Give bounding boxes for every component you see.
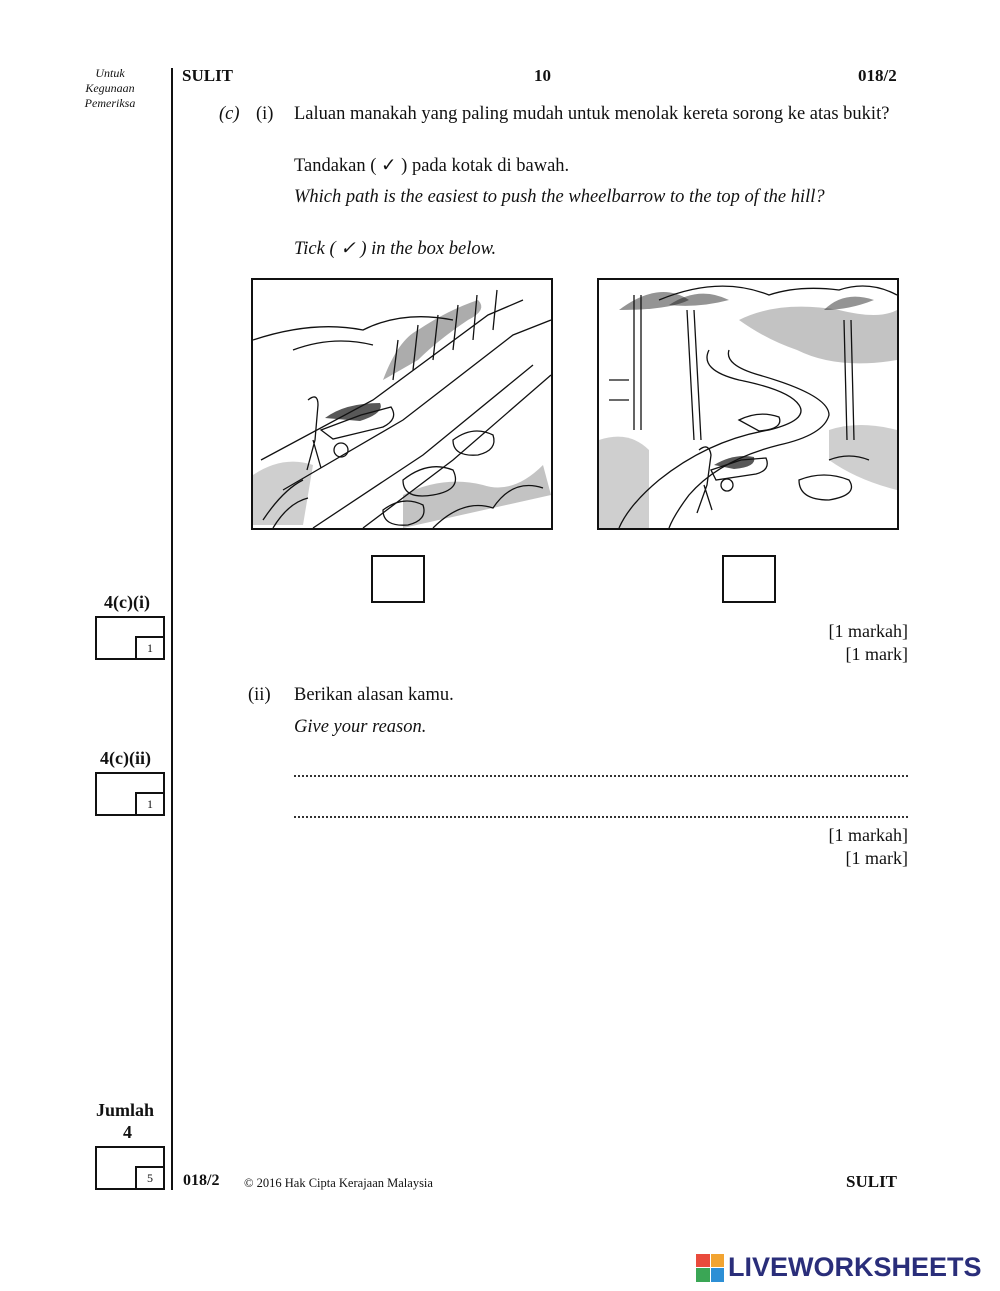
winding-path-illustration xyxy=(599,280,897,528)
part-i-question-english: Which path is the easiest to push the wheelbarrow to the top of the hill? xyxy=(294,187,825,207)
question-c-label: (c) xyxy=(219,104,240,124)
liveworksheets-text: LIVEWORKSHEETS xyxy=(728,1252,982,1282)
total-label: Jumlah xyxy=(96,1100,155,1120)
question-ref-c-ii: 4(c)(ii) xyxy=(100,748,151,768)
total-max-mark: 5 xyxy=(135,1166,165,1190)
answer-line-1[interactable] xyxy=(294,773,908,777)
examiner-mark-box-c-ii xyxy=(95,772,165,816)
part-i-label: (i) xyxy=(256,104,274,124)
part-i-marks-malay: [1 markah] xyxy=(828,621,908,641)
total-value: 4 xyxy=(123,1122,132,1142)
header-sulit: SULIT xyxy=(182,66,234,85)
page-number: 10 xyxy=(534,66,551,85)
part-ii-marks xyxy=(700,824,908,870)
part-i-instruction-english: Tick ( ✓ ) in the box below. xyxy=(294,239,497,259)
steep-path-illustration xyxy=(253,280,551,528)
tick-box-winding-path[interactable] xyxy=(722,555,776,603)
examiner-label-line-3: Pemeriksa xyxy=(84,96,136,110)
max-mark-c-ii: 1 xyxy=(135,792,165,816)
max-mark-c-i: 1 xyxy=(135,636,165,660)
tick-box-steep-path[interactable] xyxy=(371,555,425,603)
footer-copyright: © 2016 Hak Cipta Kerajaan Malaysia xyxy=(244,1176,433,1190)
examiner-mark-box-c-i xyxy=(95,616,165,660)
part-ii-marks-english: [1 mark] xyxy=(845,848,908,868)
margin-divider xyxy=(171,68,173,1190)
examiner-label-line-2: Kegunaan xyxy=(85,81,135,95)
examiner-use-label xyxy=(64,66,156,111)
question-ref-c-i: 4(c)(i) xyxy=(104,592,150,612)
answer-line-2[interactable] xyxy=(294,814,908,818)
part-ii-question-english: Give your reason. xyxy=(294,717,427,737)
part-ii-label: (ii) xyxy=(248,685,271,705)
total-mark-box xyxy=(95,1146,165,1190)
paper-code: 018/2 xyxy=(858,66,897,85)
footer-paper-code: 018/2 xyxy=(183,1172,220,1189)
part-i-question-malay: Laluan manakah yang paling mudah untuk menolak kereta sorong ke atas bukit? xyxy=(294,104,890,124)
examiner-label-line-1: Untuk xyxy=(95,66,125,80)
footer-sulit: SULIT xyxy=(846,1172,898,1191)
liveworksheets-watermark xyxy=(696,1252,982,1283)
part-i-instruction-malay: Tandakan ( ✓ ) pada kotak di bawah. xyxy=(294,156,570,176)
steep-path-picture xyxy=(251,278,553,530)
winding-path-picture xyxy=(597,278,899,530)
part-i-marks-english: [1 mark] xyxy=(845,644,908,664)
part-i-marks xyxy=(700,620,908,666)
part-ii-marks-malay: [1 markah] xyxy=(828,825,908,845)
liveworksheets-logo-icon xyxy=(696,1254,724,1282)
part-ii-question-malay: Berikan alasan kamu. xyxy=(294,685,454,705)
